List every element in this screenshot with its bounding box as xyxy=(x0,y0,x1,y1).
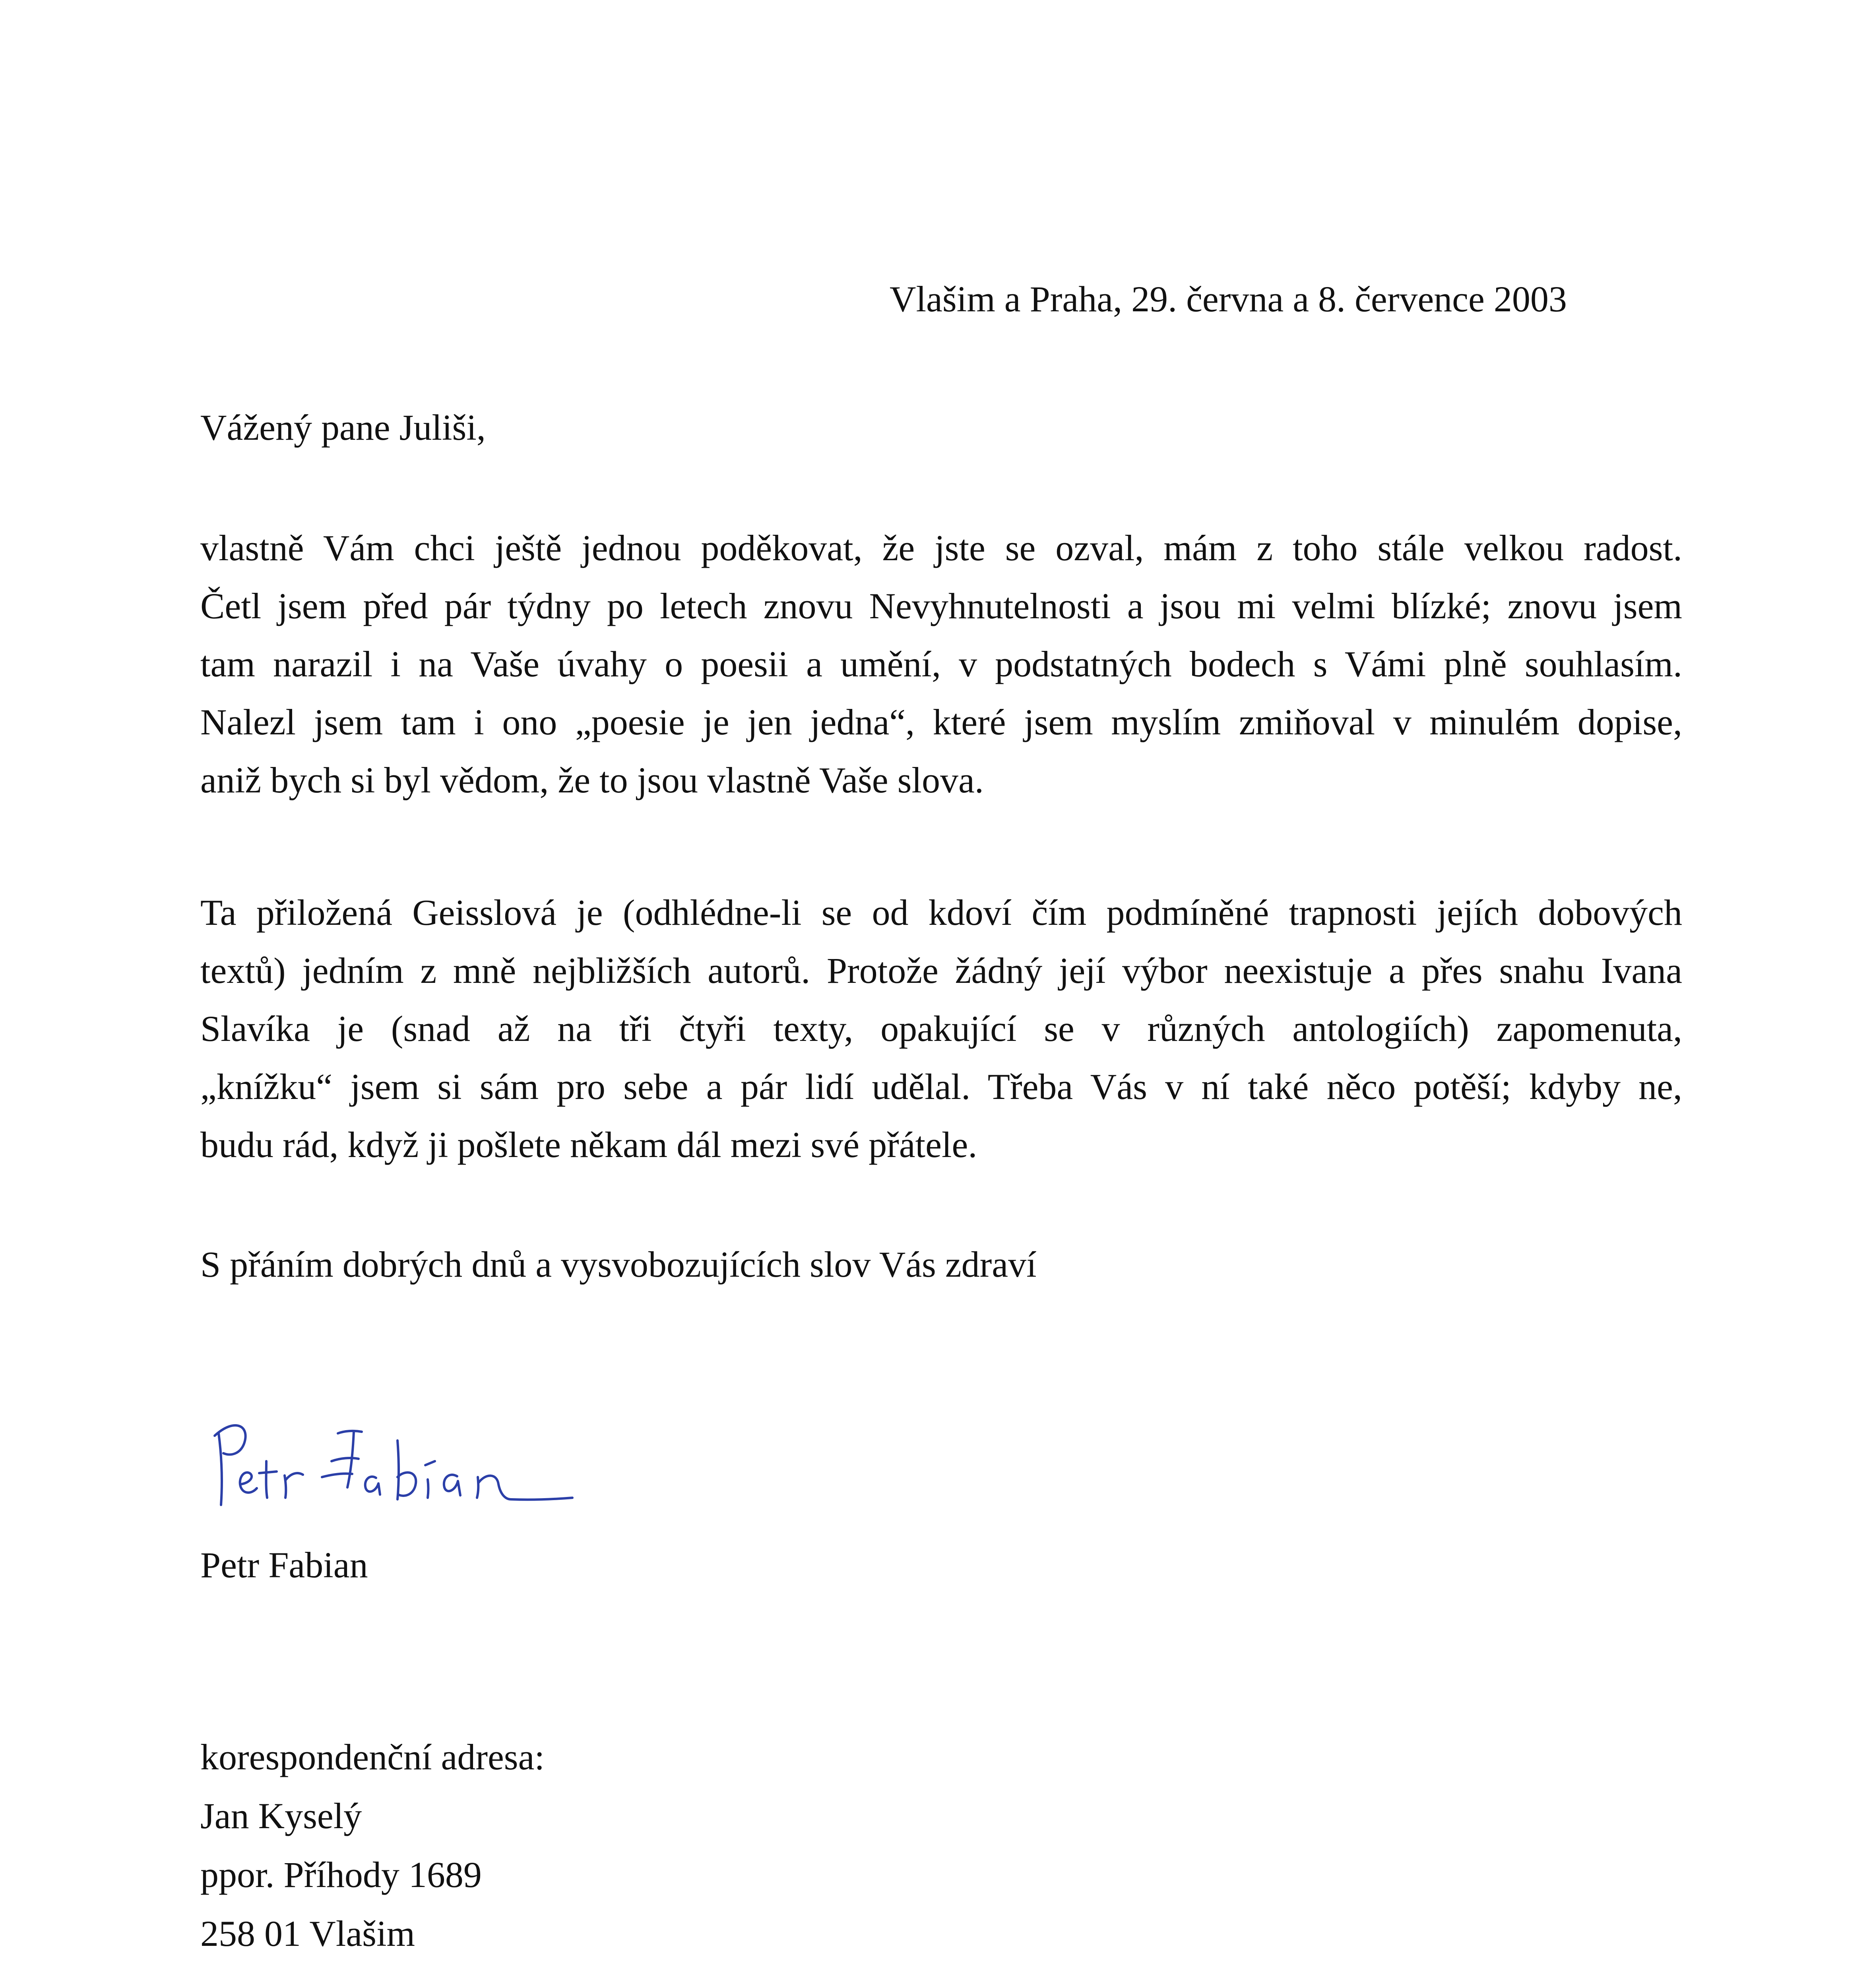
paragraph-2 xyxy=(200,883,1682,1174)
paragraph-1-line: Nalezl jsem tam i ono „poesie je jen jedna“, které jsem myslím zmiňoval v minulém dopise, xyxy=(200,702,1682,742)
paragraph-1-line: aniž bych si byl vědom, že to jsou vlastně Vaše slova. xyxy=(200,760,984,800)
paragraph-2-line: Slavíka je (snad až na tři čtyři texty, opakující se v různých antologiích) zapomenuta, xyxy=(200,1008,1682,1049)
paragraph-2-line: budu rád, když ji pošlete někam dál mezi své přátele. xyxy=(200,1124,977,1165)
address-line: ppor. Příhody 1689 xyxy=(200,1854,482,1895)
address-line: 258 01 Vlašim xyxy=(200,1913,415,1954)
salutation: Vážený pane Juliši, xyxy=(200,407,486,448)
paragraph-2-line: textů) jedním z mně nejbližších autorů. Protože žádný její výbor neexistuje a přes snahu Ivana xyxy=(200,950,1682,991)
closing-line: S přáním dobrých dnů a vysvobozujících slov Vás zdraví xyxy=(200,1244,1037,1285)
address-line: Jan Kyselý xyxy=(200,1796,362,1836)
paragraph-1-line: tam narazil i na Vaše úvahy o poesii a umění, v podstatných bodech s Vámi plně souhlasím. xyxy=(200,644,1682,684)
address-label: korespondenční adresa: xyxy=(200,1737,545,1777)
correspondence-address xyxy=(200,1728,545,1963)
paragraph-1-line: vlastně Vám chci ještě jednou poděkovat, že jste se ozval, mám z toho stále velkou radost. xyxy=(200,528,1682,568)
paragraph-1 xyxy=(200,519,1682,809)
paragraph-2-line: „knížku“ jsem si sám pro sebe a pár lidí udělal. Třeba Vás v ní také něco potěší; kdyby ne, xyxy=(200,1066,1682,1107)
handwritten-signature xyxy=(203,1409,584,1513)
signer-name: Petr Fabian xyxy=(200,1545,368,1585)
paragraph-2-line: Ta přiložená Geisslová je (odhlédne-li se od kdoví čím podmíněné trapnosti jejích dobových xyxy=(200,892,1682,933)
paragraph-1-line: Četl jsem před pár týdny po letech znovu Nevyhnutelnosti a jsou mi velmi blízké; znovu jsem xyxy=(200,586,1682,626)
date-line: Vlašim a Praha, 29. června a 8. července 2003 xyxy=(890,279,1567,319)
